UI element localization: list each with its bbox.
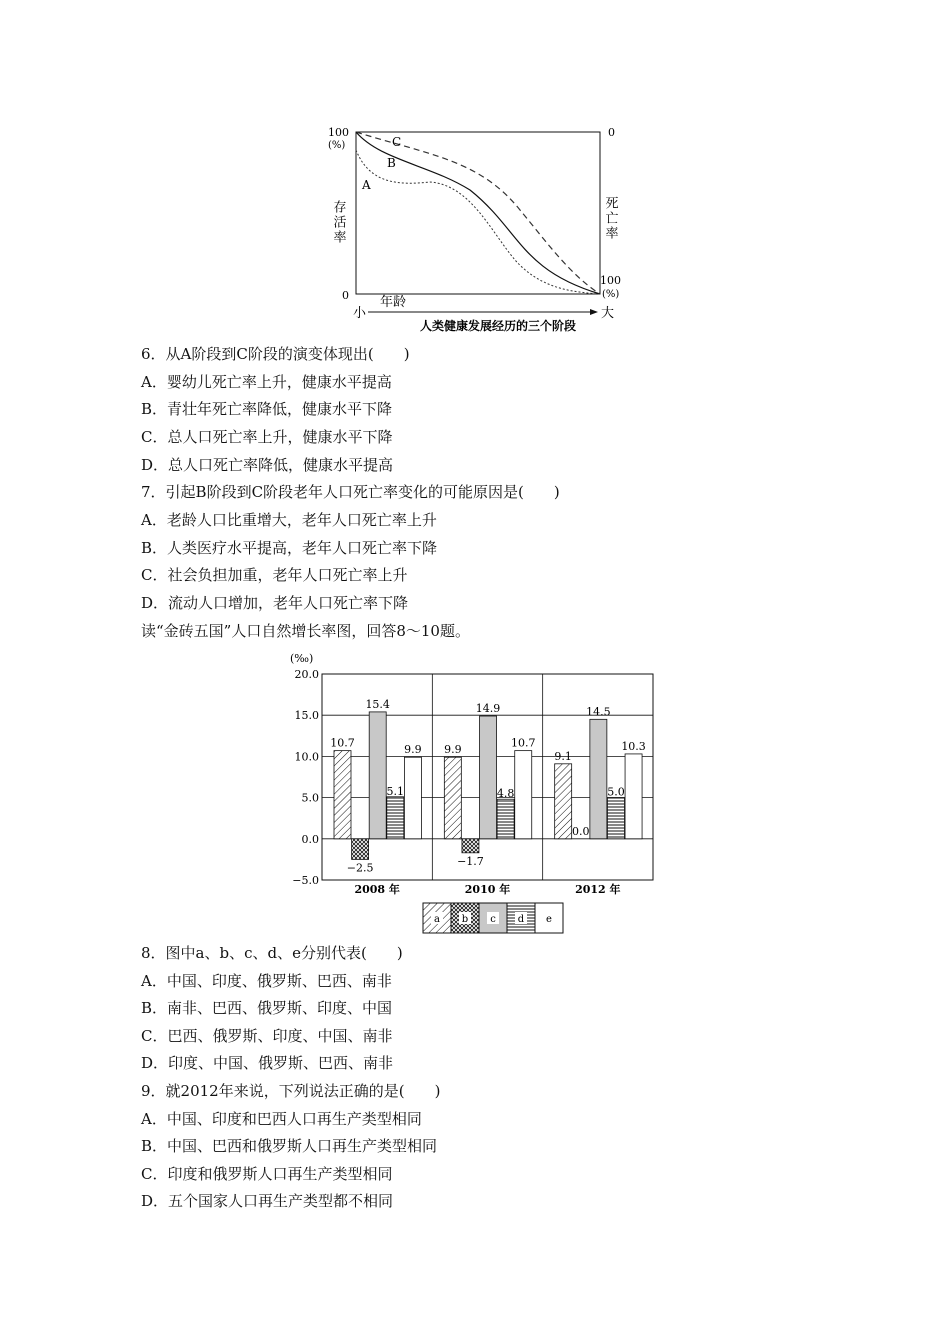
bar-value-label: 14.9 bbox=[475, 702, 501, 716]
q7-option-d: D．流动人口增加，老年人口死亡率下降 bbox=[141, 594, 409, 612]
arrow-head-icon bbox=[590, 309, 598, 315]
legend-label-b: b bbox=[461, 914, 469, 925]
q6-option-b: B．青壮年死亡率降低，健康水平下降 bbox=[141, 400, 393, 418]
bar-value-label: 15.4 bbox=[365, 697, 390, 711]
bar-value-label: 9.1 bbox=[554, 749, 572, 763]
bar-value-label: 0.0 bbox=[572, 824, 590, 838]
curve-label-c: C bbox=[392, 135, 402, 149]
legend-label-a: a bbox=[434, 914, 440, 925]
bar-d bbox=[607, 798, 624, 839]
q7-option-c: C．社会负担加重，老年人口死亡率上升 bbox=[141, 566, 408, 584]
bar-b bbox=[352, 839, 369, 860]
curve-a bbox=[356, 150, 600, 294]
q9-option-c: C．印度和俄罗斯人口再生产类型相同 bbox=[141, 1165, 393, 1183]
x-category-label: 2008 年 bbox=[354, 883, 400, 896]
legend-label-c: c bbox=[490, 914, 496, 925]
q8-option-a: A．中国、印度、俄罗斯、巴西、南非 bbox=[141, 972, 392, 990]
figure1-caption: 人类健康发展经历的三个阶段 bbox=[420, 319, 577, 333]
bar-value-label: 5.1 bbox=[386, 784, 405, 798]
q6-option-d: D．总人口死亡率降低，健康水平提高 bbox=[141, 456, 394, 474]
y-tick-label: 15.0 bbox=[294, 709, 319, 723]
bar-e bbox=[515, 751, 532, 839]
bar-value-label: 10.7 bbox=[330, 736, 355, 750]
bar-a bbox=[444, 757, 461, 839]
bar-value-label: 9.9 bbox=[444, 743, 462, 757]
bar-value-label: 10.3 bbox=[621, 739, 646, 753]
legend-label-e: e bbox=[546, 914, 552, 925]
y-left-label: 存活率 bbox=[330, 200, 346, 245]
bar-c bbox=[369, 712, 386, 839]
y-tick-label: 5.0 bbox=[301, 791, 319, 805]
q9-stem: 9．就2012年来说，下列说法正确的是( ) bbox=[141, 1082, 441, 1100]
y-left-top: 100 bbox=[328, 126, 349, 139]
q6-option-a: A．婴幼儿死亡率上升，健康水平提高 bbox=[141, 373, 392, 391]
x-left-label: 小 bbox=[353, 306, 367, 321]
y-tick-label: 0.0 bbox=[301, 832, 319, 846]
bar-d bbox=[387, 797, 404, 839]
survival-curve-figure bbox=[320, 120, 630, 335]
curve-label-a: A bbox=[362, 178, 371, 192]
q8-stem: 8．图中a、b、c、d、e分别代表( ) bbox=[141, 944, 403, 962]
bar-value-label: 4.8 bbox=[496, 787, 515, 801]
y-right-top: 0 bbox=[608, 126, 615, 139]
q8-option-b: B．南非、巴西、俄罗斯、印度、中国 bbox=[141, 999, 393, 1017]
q7-option-b: B．人类医疗水平提高，老年人口死亡率下降 bbox=[141, 539, 438, 557]
bar-value-label: −1.7 bbox=[457, 854, 484, 868]
x-right-label: 大 bbox=[601, 306, 615, 321]
q7-option-a: A．老龄人口比重增大，老年人口死亡率上升 bbox=[141, 511, 437, 529]
y-unit-label: (‰) bbox=[290, 652, 314, 665]
bar-d bbox=[497, 799, 514, 839]
q8-10-intro: 读“金砖五国”人口自然增长率图，回答8～10题。 bbox=[141, 622, 470, 640]
bar-c bbox=[590, 719, 607, 838]
bar-value-label: −2.5 bbox=[346, 861, 374, 875]
y-right-label: 死亡率 bbox=[602, 196, 618, 241]
bar-a bbox=[555, 764, 572, 839]
q6-stem: 6．从A阶段到C阶段的演变体现出( ) bbox=[141, 345, 410, 363]
bar-a bbox=[334, 751, 351, 839]
q9-option-a: A．中国、印度和巴西人口再生产类型相同 bbox=[141, 1110, 422, 1128]
q8-option-c: C．巴西、俄罗斯、印度、中国、南非 bbox=[141, 1027, 393, 1045]
y-right-unit: (%) bbox=[602, 289, 620, 300]
x-category-label: 2012 年 bbox=[575, 883, 621, 896]
legend-label-d: d bbox=[517, 914, 525, 925]
growth-rate-bar-chart bbox=[280, 650, 670, 935]
bar-value-label: 9.9 bbox=[404, 743, 422, 757]
y-tick-label: 20.0 bbox=[294, 668, 319, 681]
q9-option-d: D．五个国家人口再生产类型都不相同 bbox=[141, 1192, 394, 1210]
bar-value-label: 14.5 bbox=[586, 705, 611, 719]
bar-e bbox=[404, 757, 421, 839]
q6-option-c: C．总人口死亡率上升，健康水平下降 bbox=[141, 428, 393, 446]
y-tick-label: −5.0 bbox=[292, 874, 319, 887]
q9-option-b: B．中国、巴西和俄罗斯人口再生产类型相同 bbox=[141, 1137, 438, 1155]
y-left-unit: (%) bbox=[328, 140, 346, 151]
bar-e bbox=[625, 754, 642, 839]
bar-b bbox=[462, 839, 479, 853]
y-tick-label: 10.0 bbox=[294, 750, 319, 764]
y-left-bottom: 0 bbox=[342, 289, 349, 302]
x-category-label: 2010 年 bbox=[464, 883, 511, 896]
curve-label-b: B bbox=[387, 156, 396, 170]
bar-value-label: 10.7 bbox=[510, 736, 536, 750]
x-axis-label: 年龄 bbox=[380, 295, 407, 310]
bar-c bbox=[480, 716, 497, 839]
bar-value-label: 5.0 bbox=[607, 785, 625, 799]
q7-stem: 7．引起B阶段到C阶段老年人口死亡率变化的可能原因是( ) bbox=[141, 483, 560, 501]
y-right-bottom: 100 bbox=[600, 274, 621, 287]
q8-option-d: D．印度、中国、俄罗斯、巴西、南非 bbox=[141, 1054, 394, 1072]
